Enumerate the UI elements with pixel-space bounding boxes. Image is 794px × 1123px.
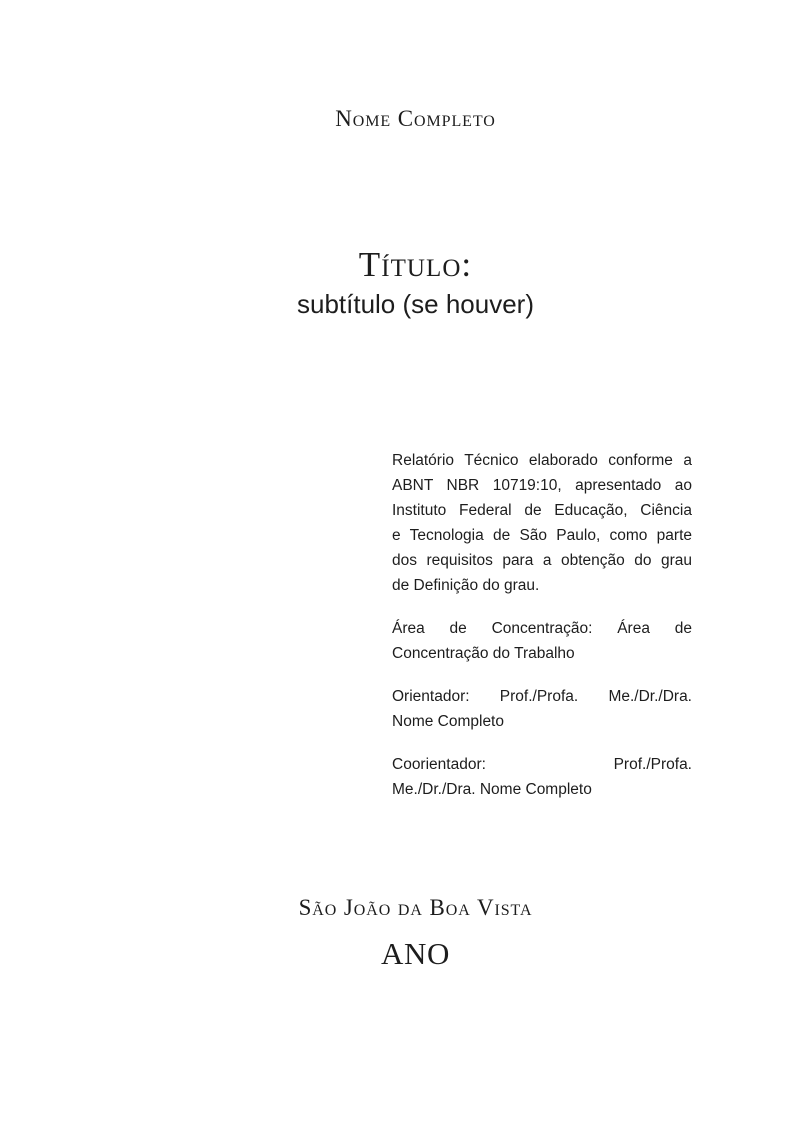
nature-block bbox=[392, 448, 692, 802]
nature-line: Instituto Federal de Educação, Ciência bbox=[392, 502, 692, 519]
advisor-paragraph bbox=[392, 684, 692, 734]
nature-line: Relatório Técnico elaborado conforme a bbox=[392, 452, 692, 469]
concentration-area-paragraph bbox=[392, 616, 692, 666]
advisor-line: Nome Completo bbox=[392, 713, 504, 730]
coadvisor-line: Me./Dr./Dra. Nome Completo bbox=[392, 781, 592, 798]
nature-line: dos requisitos para a obtenção do grau bbox=[392, 552, 692, 569]
nature-line: de Definição do grau. bbox=[392, 577, 540, 594]
concentration-line: Concentração do Trabalho bbox=[392, 645, 575, 662]
coadvisor-line: Coorientador: Prof./Profa. bbox=[392, 756, 692, 773]
coadvisor-paragraph bbox=[392, 752, 692, 802]
nature-of-work-paragraph bbox=[392, 448, 692, 598]
document-title: Título: bbox=[358, 245, 473, 284]
author-name: Nome Completo bbox=[335, 106, 496, 131]
document-subtitle: subtítulo (se houver) bbox=[296, 289, 534, 319]
concentration-line: Área de Concentração: Área de bbox=[392, 620, 692, 637]
advisor-line: Orientador: Prof./Profa. Me./Dr./Dra. bbox=[392, 688, 692, 705]
year-placeholder: ANO bbox=[380, 936, 451, 971]
nature-line: ABNT NBR 10719:10, apresentado ao bbox=[392, 477, 692, 494]
nature-line: e Tecnologia de São Paulo, como parte bbox=[392, 527, 692, 544]
city-name: São João da Boa Vista bbox=[298, 895, 533, 920]
